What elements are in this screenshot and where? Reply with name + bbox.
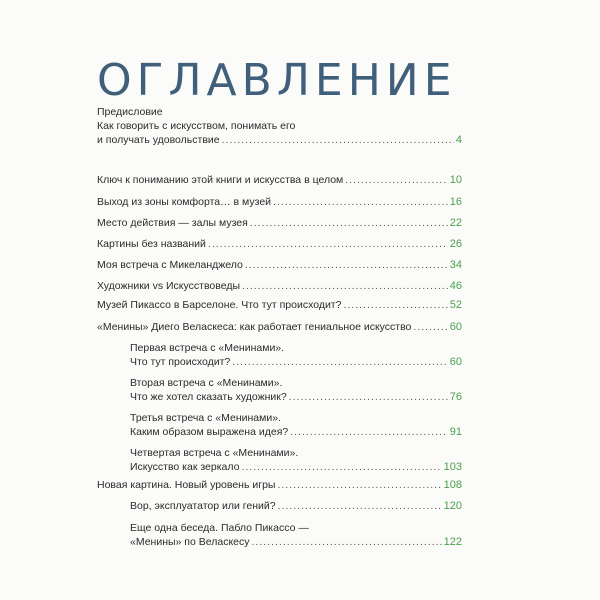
toc-entry-leader-row xyxy=(97,298,462,312)
toc-entry-line: «Менины» по Веласкесу xyxy=(130,536,250,548)
toc-entry xyxy=(97,279,462,293)
page-number: 60 xyxy=(449,321,462,333)
dot-leader xyxy=(290,425,448,439)
dot-leader xyxy=(252,535,442,549)
toc-entry xyxy=(97,237,462,251)
page-number: 60 xyxy=(449,356,462,368)
toc-entry-line: «Менины» Диего Веласкеса: как работает гениальное искусство xyxy=(97,321,412,333)
page-number: 120 xyxy=(443,500,462,512)
toc-entry xyxy=(130,446,462,474)
toc-entry-line: Что тут происходит? xyxy=(130,356,231,368)
page-number: 103 xyxy=(443,461,462,473)
page-number: 91 xyxy=(449,426,462,438)
dot-leader xyxy=(250,216,448,230)
toc-entry-line: Вор, эксплуататор или гений? xyxy=(130,500,276,512)
page-number: 108 xyxy=(443,479,462,491)
toc-entry-line: Искусство как зеркало xyxy=(130,461,240,473)
toc-entry-line: Место действия — залы музея xyxy=(97,217,248,229)
toc-entry-leader-row xyxy=(97,237,462,251)
toc-entry xyxy=(97,195,462,209)
page-number: 46 xyxy=(449,280,462,292)
toc-entry-line: и получать удовольствие xyxy=(97,134,220,146)
page-number: 16 xyxy=(449,196,462,208)
dot-leader xyxy=(345,173,447,187)
toc-entry-line: Музей Пикассо в Барселоне. Что тут происходит? xyxy=(97,299,342,311)
toc-entry-leader-row xyxy=(97,173,462,187)
toc-entry-leader-row xyxy=(130,355,462,369)
toc-entry-leader-row xyxy=(130,390,462,404)
dot-leader xyxy=(208,237,448,251)
page-number: 34 xyxy=(449,259,462,271)
toc-entry xyxy=(97,478,462,492)
toc-entry-line: Моя встреча с Микеланджело xyxy=(97,259,243,271)
page-number: 26 xyxy=(449,238,462,250)
dot-leader xyxy=(232,355,448,369)
toc-entry-line: Как говорить с искусством, понимать его xyxy=(97,120,296,132)
toc-entry xyxy=(97,298,462,312)
dot-leader xyxy=(343,298,447,312)
dot-leader xyxy=(222,133,454,147)
dot-leader xyxy=(278,499,442,513)
toc-entry-line: Ключ к пониманию этой книги и искусства в целом xyxy=(97,174,344,186)
toc-entry-line: Четвертая встреча с «Менинами». xyxy=(130,447,299,459)
toc-entry-leader-row xyxy=(97,478,462,492)
dot-leader xyxy=(245,258,448,272)
toc-entry-leader-row xyxy=(97,133,462,147)
toc-entry-line: Третья встреча с «Менинами». xyxy=(130,412,281,424)
toc-entry xyxy=(97,105,462,147)
dot-leader xyxy=(242,279,448,293)
toc-entry xyxy=(97,320,462,334)
dot-leader xyxy=(273,195,448,209)
toc-entry-line: Художники vs Искусствоведы xyxy=(97,280,240,292)
page-number: 4 xyxy=(455,134,462,146)
toc-entry-leader-row xyxy=(130,499,462,513)
toc-entry xyxy=(130,376,462,404)
toc-entry-leader-row xyxy=(97,216,462,230)
toc-entry-line: Выход из зоны комфорта… в музей xyxy=(97,196,272,208)
dot-leader xyxy=(241,460,441,474)
toc-entry-line: Вторая встреча с «Менинами». xyxy=(130,377,283,389)
toc-entry-leader-row xyxy=(97,279,462,293)
toc-entry xyxy=(130,499,462,513)
toc-entry-leader-row xyxy=(97,320,462,334)
toc-entry-line: Предисловие xyxy=(97,106,163,118)
toc-entry-leader-row xyxy=(130,425,462,439)
page-number: 10 xyxy=(449,174,462,186)
page-title: ОГЛАВЛЕНИЕ xyxy=(97,55,457,107)
toc-entry xyxy=(97,216,462,230)
page-number: 76 xyxy=(449,391,462,403)
dot-leader xyxy=(413,320,447,334)
toc-entry-leader-row xyxy=(97,258,462,272)
toc-entry-line: Первая встреча с «Менинами». xyxy=(130,342,285,354)
toc-entry-line: Что же хотел сказать художник? xyxy=(130,391,287,403)
toc-entry xyxy=(130,521,462,549)
dot-leader xyxy=(289,390,448,404)
page-number: 22 xyxy=(449,217,462,229)
toc-entry xyxy=(97,173,462,187)
dot-leader xyxy=(277,478,441,492)
toc-entry-leader-row xyxy=(130,460,462,474)
page-number: 122 xyxy=(443,536,462,548)
toc-entry-leader-row xyxy=(130,535,462,549)
toc-entry xyxy=(97,258,462,272)
toc-entry xyxy=(130,341,462,369)
toc-entry-line: Новая картина. Новый уровень игры xyxy=(97,479,276,491)
page-number: 52 xyxy=(449,299,462,311)
toc-entry-leader-row xyxy=(97,195,462,209)
toc-entry-line: Еще одна беседа. Пабло Пикассо — xyxy=(130,522,309,534)
toc-entry-line: Картины без названий xyxy=(97,238,206,250)
toc-entry xyxy=(130,411,462,439)
toc-entry-line: Каким образом выражена идея? xyxy=(130,426,289,438)
